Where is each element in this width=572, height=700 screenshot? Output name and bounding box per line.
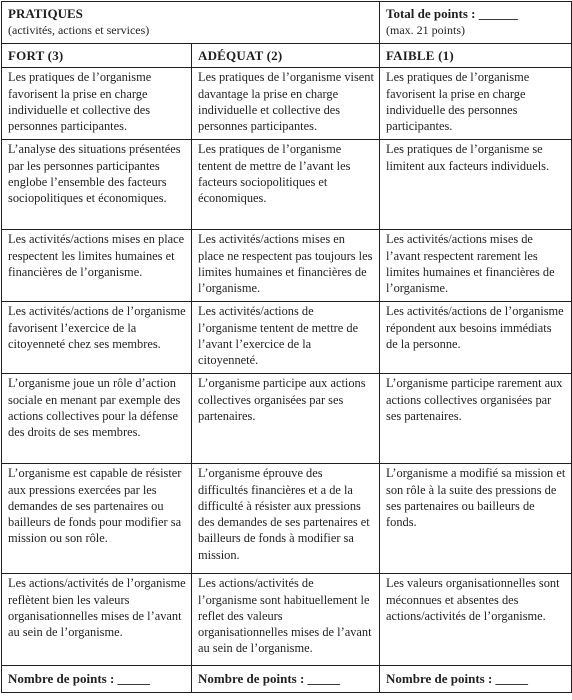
criterion-strong: Les actions/activités de l’organisme reflètent bien les valeurs organisationnelles mises de l’avant au sein de l’organisme.: [2, 574, 192, 666]
total-points-label: Total de points : ______: [386, 6, 518, 21]
section-subtitle: (activités, actions et services): [8, 23, 150, 37]
total-points-max: (max. 21 points): [386, 23, 465, 37]
level-header-row: [2, 44, 572, 68]
criterion-strong: Les activités/actions de l’organisme favorisent l’exercice de la citoyenneté chez ses membres.: [2, 302, 192, 374]
criterion-adequate: L’organisme éprouve des difficultés financières et a de la difficulté à résister aux pressions des demandes de ses partenaires et bailleurs de fonds à modifier sa mission.: [192, 464, 380, 574]
level-header-weak: FAIBLE (1): [380, 44, 572, 68]
criteria-row: [2, 464, 572, 574]
points-total-adequate: Nombre de points : _____: [192, 666, 380, 692]
criterion-strong: Les activités/actions mises en place respectent les limites humaines et financières de l’organisme.: [2, 230, 192, 302]
criterion-weak: L’organisme participe rarement aux actions collectives organisées par ses partenaires.: [380, 374, 572, 464]
criterion-adequate: Les actions/activités de l’organisme sont habituellement le reflet des valeurs organisationnelles mises de l’avant au sein de l’organisme.: [192, 574, 380, 666]
criterion-adequate: Les activités/actions mises en place ne respectent pas toujours les limites humaines et financières de l’organisme.: [192, 230, 380, 302]
points-total-weak: Nombre de points : _____: [380, 666, 572, 692]
criterion-adequate: Les pratiques de l’organisme visent davantage la prise en charge individuelle et collective des personnes participantes.: [192, 68, 380, 140]
criteria-row: [2, 374, 572, 464]
criterion-weak: Les activités/actions mises de l’avant respectent rarement les limites humaines et financières de l’organisme.: [380, 230, 572, 302]
criteria-row: [2, 140, 572, 230]
section-title: PRATIQUES: [8, 6, 83, 21]
criterion-adequate: L’organisme participe aux actions collectives organisées par ses partenaires.: [192, 374, 380, 464]
level-header-strong: FORT (3): [2, 44, 192, 68]
criteria-row: [2, 302, 572, 374]
criterion-weak: L’organisme a modifié sa mission et son rôle à la suite des pressions de ses partenaires ou bailleurs de fonds.: [380, 464, 572, 574]
criteria-row: [2, 230, 572, 302]
practices-header-cell: [2, 2, 380, 44]
grid-header-row: [2, 2, 572, 44]
criteria-row: [2, 574, 572, 666]
criterion-strong: L’organisme joue un rôle d’action sociale en menant par exemple des actions collectives pour la défense des droits de ses membres.: [2, 374, 192, 464]
points-footer-row: [2, 666, 572, 692]
criterion-weak: Les valeurs organisationnelles sont méconnues et absentes des actions/activités de l’organisme.: [380, 574, 572, 666]
total-header-cell: [380, 2, 572, 44]
criterion-adequate: Les pratiques de l’organisme tentent de mettre de l’avant les facteurs sociopolitiques et économiques.: [192, 140, 380, 230]
criterion-adequate: Les activités/actions de l’organisme tentent de mettre de l’avant l’exercice de la citoyenneté.: [192, 302, 380, 374]
criterion-strong: L’organisme est capable de résister aux pressions exercées par les demandes de ses partenaires ou bailleurs de fonds pour modifier sa mission ou son rôle.: [2, 464, 192, 574]
points-total-strong: Nombre de points : _____: [2, 666, 192, 692]
criterion-strong: L’analyse des situations présentées par les personnes participantes englobe l’ensemble des facteurs sociopolitiques et économiques.: [2, 140, 192, 230]
level-header-adequate: ADÉQUAT (2): [192, 44, 380, 68]
criterion-weak: Les pratiques de l’organisme se limitent aux facteurs individuels.: [380, 140, 572, 230]
criteria-row: [2, 68, 572, 140]
criterion-strong: Les pratiques de l’organisme favorisent la prise en charge individuelle et collective des personnes participantes.: [2, 68, 192, 140]
criterion-weak: Les pratiques de l’organisme favorisent la prise en charge individuelle des personnes participantes.: [380, 68, 572, 140]
criterion-weak: Les activités/actions de l’organisme répondent aux besoins immédiats de la personne.: [380, 302, 572, 374]
evaluation-grid: [1, 1, 572, 693]
